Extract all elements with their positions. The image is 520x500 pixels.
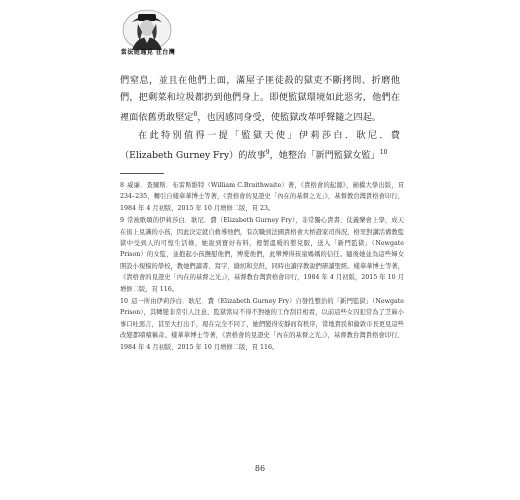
footnote-number: 10 <box>120 298 129 306</box>
footnote-number: 8 <box>120 182 125 189</box>
body-text-run: ，她整治「新門監獄女監」 <box>269 150 380 162</box>
page-number: 86 <box>254 464 266 473</box>
footnote-number: 9 <box>120 217 125 225</box>
body-text-run: 們窒息，並且在他們上面，滿屋子匪徒殺的獄吏不斷拷問、折磨他們，把剩菜和垃圾都扔到他們身上。即便監獄環境如此惡劣，他們在裡面依舊勇敢堅定 <box>120 75 400 124</box>
footnote-ref: 8 <box>193 111 198 118</box>
footnote-text: 威廉．查爾斯．布雷斯維特（William C.Braithwaite）著，《貴格會的起源》，劍橋大學出版，頁234–235，轉引自樣華華博士等著，《貴格會的見證史「內在的基督之光」》，基督教台灣貴格會印行，1984 年 4 月初版，2015 年 10 月增修二版，頁 23。 <box>120 182 404 212</box>
footnote-ref: 9 <box>265 149 270 157</box>
footnotes-section <box>120 180 404 354</box>
footnote-item <box>120 296 404 353</box>
footnote-text: 這一所由伊莉莎白．耿尼．費（Elizabeth Gurney Fry）自發性整治的「新門監獄」（Newgate Prison），其轉變非常引人注意，監獄當局不得不對她的工作刮目相看，以前這些女囚犯常為了芝麻小事口吐惡言，甚至大打出手，現在完全不同了，她們變得安靜而有秩序，當地貴民和倫敦市長更見這些改變都嘖嘖稱奇。樣華華博士等著，《貴格會的見證史「內在的基督之光」》，基督教台灣貴格會印行，1984 年 4 月初版，2015 年 10 月增修二版，頁 116。 <box>120 298 404 351</box>
portrait-emblem-icon <box>118 6 176 52</box>
footnote-ref: 10 <box>379 149 388 157</box>
footnote-divider <box>120 173 164 174</box>
body-text-run: 在此特別值得一提「監獄天使」伊莉莎白．耿尼．費（Elizabeth Gurney Fry）的故事 <box>120 130 400 162</box>
body-paragraph <box>120 127 400 164</box>
footnote-item <box>120 180 404 214</box>
header-caption: 當法庭遇見 在台灣 <box>120 49 176 56</box>
main-body-text <box>120 72 400 164</box>
body-paragraph <box>120 72 400 126</box>
body-text-run: ，也因感同身受，使監獄改革呼聲隨之四起。 <box>197 112 382 124</box>
footnote-text: 常被歌頌的伊莉莎白．耿尼．費（Elizabeth Gurney Fry），非常獨心貴書、仗義樂會上學，成天在街上見識的小孩，因此決定就自救導他們，有次職到法國貴格會大桥證家司得況，格里對講活備教監獄中受到人的可惶生活條，她說到寶好布料，裡製溫暖的嬰兒服，送入「新門監獄」（Newgate Prison）的女監，並抱起小孩撫慰他們，博愛他們，此舉博得孩童媽媽的信任。隨後她並為這些婦女開設小規模的學校，教她們讀書、寫字、縫紉和烹飪，同時也讀序教說們研讀聖經。樣華華博士等著，《貴格會的見證史「內在的基督之光」》，基督教台灣貴格會印行，1984 年 4 月初版，2015 年 10 月增修二版，頁 116。 <box>120 217 404 293</box>
footnote-item <box>120 215 404 295</box>
